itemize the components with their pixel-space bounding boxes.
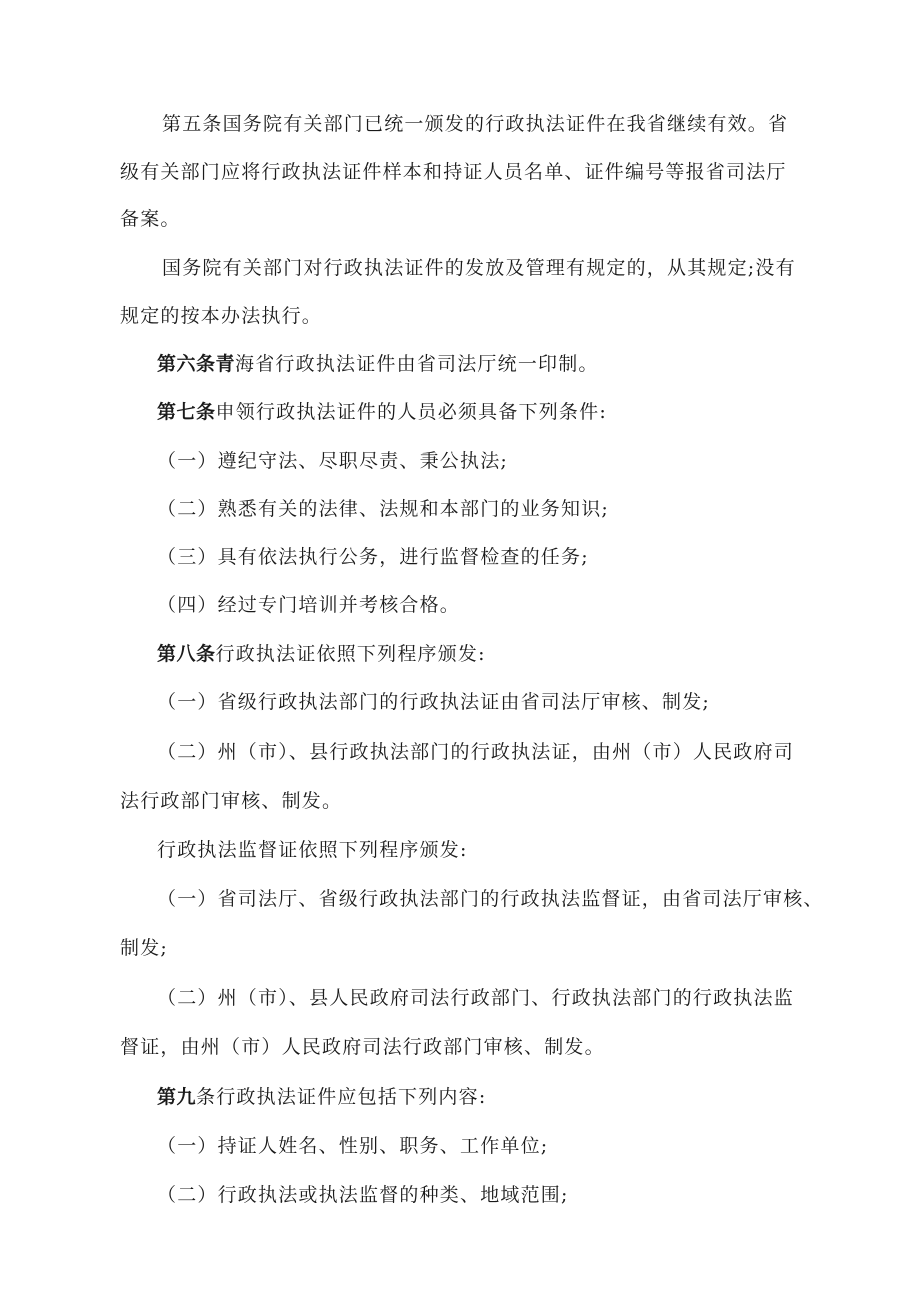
article7-text: 申领行政执法证件的人员必须具备下列条件: [215, 401, 607, 423]
article7-item: （一）遵纪守法、尽职尽责、秉公执法; [157, 450, 509, 472]
article5-para2-line1: 国务院有关部门对行政执法证件的发放及管理有规定的，从其规定;没有 [162, 257, 796, 279]
article9-item: （一）持证人姓名、性别、职务、工作单位; [157, 1135, 549, 1157]
article8-item2-line2: 法行政部门审核、制发。 [120, 790, 343, 812]
article8-text: 行政执法证依照下列程序颁发: [215, 643, 486, 665]
article8-sup-item2-line2: 督证，由州（市）人民政府司法行政部门审核、制发。 [120, 1036, 605, 1058]
article5-para2-line2: 规定的按本办法执行。 [120, 305, 323, 327]
article7-item: （二）熟悉有关的法律、法规和本部门的业务知识; [157, 498, 610, 520]
article8-item1: （一）省级行政执法部门的行政执法证由省司法厅审核、制发; [157, 691, 711, 713]
article5-line2: 级有关部门应将行政执法证件样本和持证人员名单、证件编号等报省司法厅 [120, 161, 787, 183]
article7-item: （三）具有依法执行公务，进行监督检查的任务; [157, 546, 589, 568]
article6-heading: 第六条青 [157, 353, 236, 375]
article7-heading: 第七条 [157, 401, 216, 423]
article6-text: 海省行政执法证件由省司法厅统一印制。 [235, 353, 599, 375]
article8-paragraph [157, 642, 486, 666]
article6-paragraph [157, 352, 599, 376]
article8-supervision-intro: 行政执法监督证依照下列程序颁发: [157, 839, 468, 861]
article8-sup-item1-line1: （一）省司法厅、省级行政执法部门的行政执法监督证，由省司法厅审核、 [157, 888, 824, 910]
article7-paragraph [157, 400, 607, 424]
article8-item2-line1: （二）州（市）、县行政执法部门的行政执法证，由州（市）人民政府司 [157, 741, 794, 763]
article9-item: （二）行政执法或执法监督的种类、地域范围; [157, 1184, 569, 1206]
article8-sup-item1-line2: 制发; [120, 937, 169, 959]
article5-line3: 备案。 [120, 208, 181, 230]
article9-heading: 第九 [157, 1086, 197, 1108]
article7-item: （四）经过专门培训并考核合格。 [157, 594, 461, 616]
article5-line1: 第五条国务院有关部门已统一颁发的行政执法证件在我省继续有效。省 [162, 113, 789, 135]
article8-heading: 第八条 [157, 643, 216, 665]
article8-sup-item2-line1: （二）州（市）、县人民政府司法行政部门、行政执法部门的行政执法监 [157, 987, 794, 1009]
article9-text: 条行政执法证件应包括下列内容: [196, 1086, 487, 1108]
article9-paragraph [157, 1085, 486, 1109]
